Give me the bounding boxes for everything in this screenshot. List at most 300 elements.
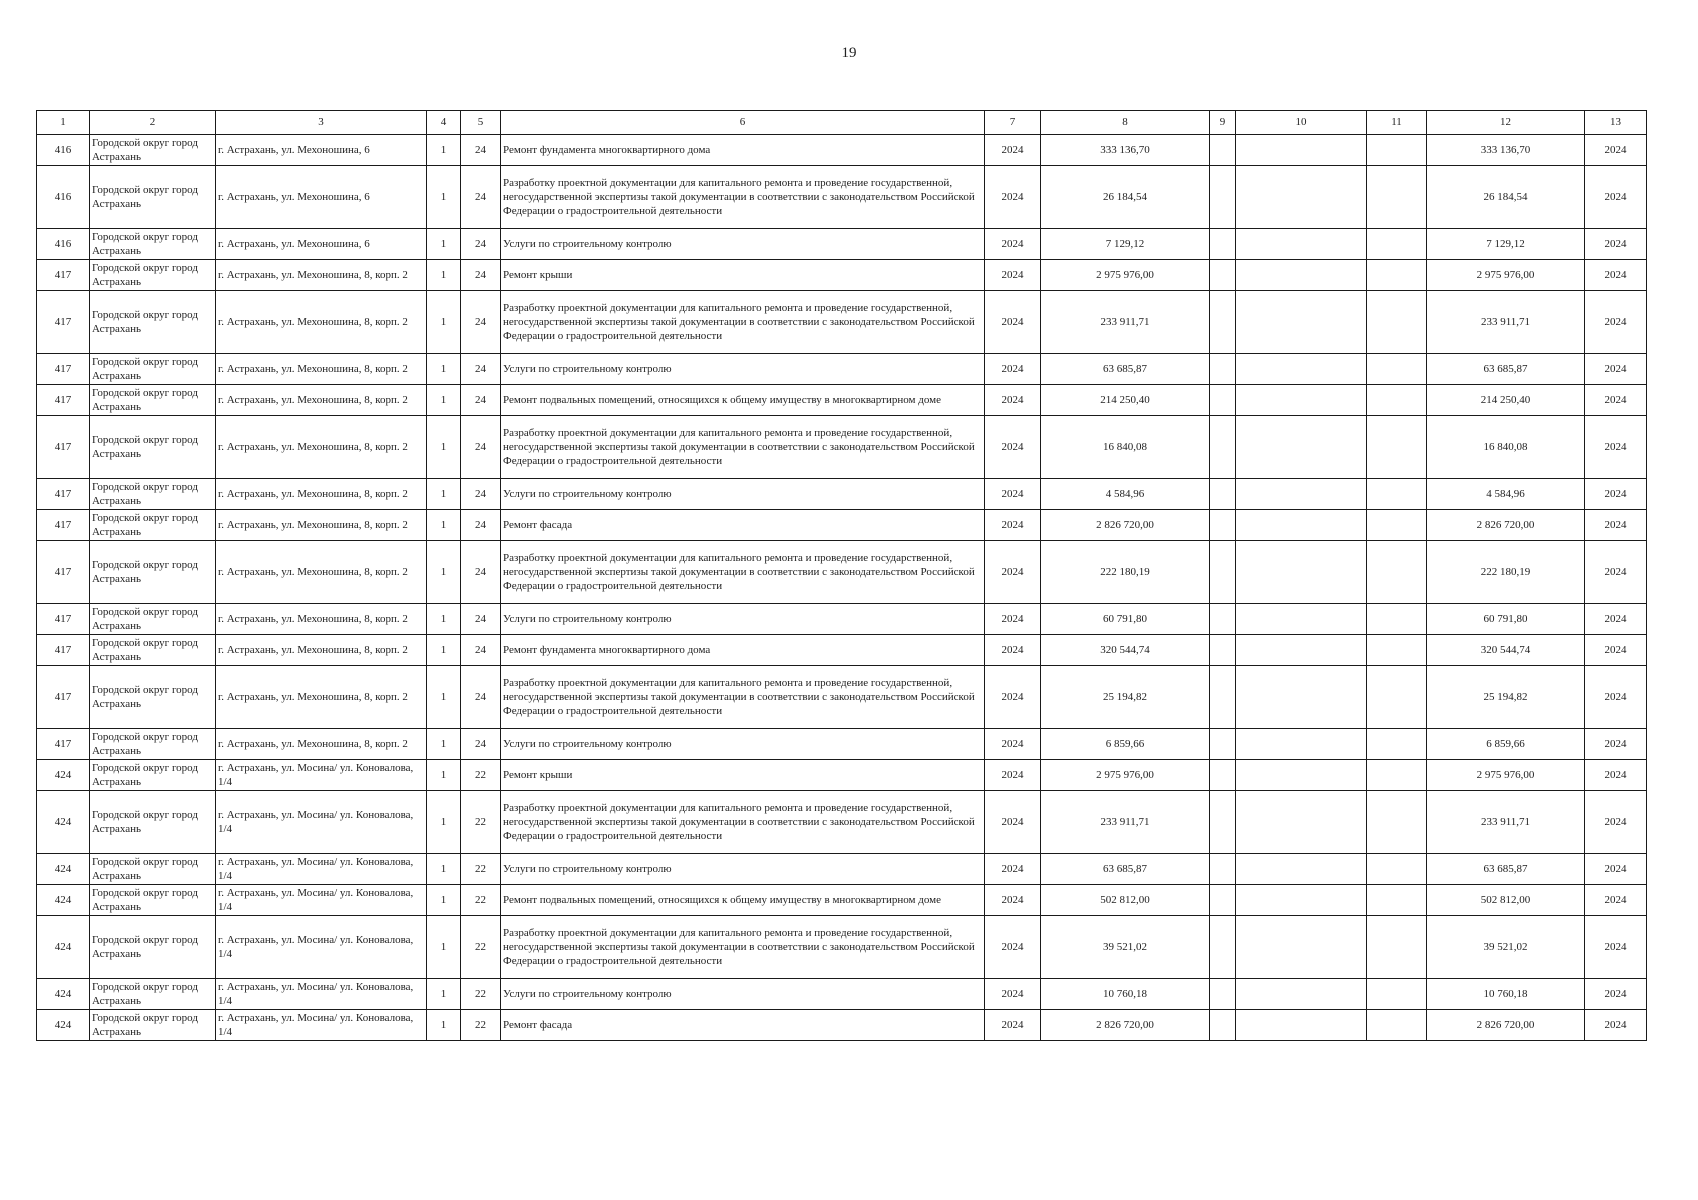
col-11-cell — [1367, 510, 1427, 541]
record-number-cell: 417 — [37, 416, 90, 479]
total-cost-cell: 60 791,80 — [1041, 604, 1210, 635]
address-cell: г. Астрахань, ул. Мосина/ ул. Коновалова, 1/4 — [216, 979, 427, 1010]
plan-year-cell: 2024 — [985, 385, 1041, 416]
col-10-cell — [1236, 385, 1367, 416]
col-9-cell — [1210, 791, 1236, 854]
fund-amount-cell: 2 975 976,00 — [1427, 760, 1585, 791]
work-type-cell: Разработку проектной документации для капитального ремонта и проведение государственной, негосударственной экспертизы такой документации в соответствии с законодательством Российской Федерации о градостроительной деятельности — [501, 666, 985, 729]
work-type-cell: Услуги по строительному контролю — [501, 229, 985, 260]
fund-amount-cell: 2 826 720,00 — [1427, 510, 1585, 541]
address-cell: г. Астрахань, ул. Мосина/ ул. Коновалова, 1/4 — [216, 854, 427, 885]
entrances-cell: 1 — [427, 916, 461, 979]
table-row — [37, 229, 1647, 260]
record-number-cell: 416 — [37, 135, 90, 166]
total-cost-cell: 233 911,71 — [1041, 791, 1210, 854]
municipality-cell: Городской округ город Астрахань — [90, 385, 216, 416]
col-10-cell — [1236, 541, 1367, 604]
record-number-cell: 424 — [37, 916, 90, 979]
table-row — [37, 291, 1647, 354]
record-number-cell: 417 — [37, 604, 90, 635]
entrances-cell: 1 — [427, 791, 461, 854]
col-11-cell — [1367, 604, 1427, 635]
col-10-cell — [1236, 354, 1367, 385]
col-9-cell — [1210, 260, 1236, 291]
municipality-cell: Городской округ город Астрахань — [90, 354, 216, 385]
plan-year-cell: 2024 — [985, 885, 1041, 916]
col-10-cell — [1236, 135, 1367, 166]
work-type-cell: Услуги по строительному контролю — [501, 354, 985, 385]
entrances-cell: 1 — [427, 729, 461, 760]
floors-cell: 24 — [461, 604, 501, 635]
col-11-cell — [1367, 291, 1427, 354]
plan-year-cell: 2024 — [985, 1010, 1041, 1041]
column-header: 3 — [216, 111, 427, 135]
record-number-cell: 417 — [37, 479, 90, 510]
floors-cell: 24 — [461, 354, 501, 385]
col-9-cell — [1210, 291, 1236, 354]
col-9-cell — [1210, 604, 1236, 635]
col-11-cell — [1367, 166, 1427, 229]
completion-year-cell: 2024 — [1585, 1010, 1647, 1041]
record-number-cell: 417 — [37, 666, 90, 729]
floors-cell: 22 — [461, 791, 501, 854]
total-cost-cell: 7 129,12 — [1041, 229, 1210, 260]
table-row — [37, 916, 1647, 979]
record-number-cell: 417 — [37, 291, 90, 354]
floors-cell: 24 — [461, 666, 501, 729]
total-cost-cell: 6 859,66 — [1041, 729, 1210, 760]
plan-year-cell: 2024 — [985, 416, 1041, 479]
page-number: 19 — [841, 45, 857, 61]
completion-year-cell: 2024 — [1585, 979, 1647, 1010]
col-11-cell — [1367, 666, 1427, 729]
col-9-cell — [1210, 760, 1236, 791]
table-row — [37, 666, 1647, 729]
work-type-cell: Услуги по строительному контролю — [501, 979, 985, 1010]
col-10-cell — [1236, 604, 1367, 635]
address-cell: г. Астрахань, ул. Мехоношина, 6 — [216, 166, 427, 229]
total-cost-cell: 39 521,02 — [1041, 916, 1210, 979]
col-9-cell — [1210, 479, 1236, 510]
record-number-cell: 424 — [37, 1010, 90, 1041]
col-9-cell — [1210, 666, 1236, 729]
fund-amount-cell: 333 136,70 — [1427, 135, 1585, 166]
record-number-cell: 417 — [37, 635, 90, 666]
fund-amount-cell: 222 180,19 — [1427, 541, 1585, 604]
plan-year-cell: 2024 — [985, 604, 1041, 635]
total-cost-cell: 25 194,82 — [1041, 666, 1210, 729]
work-type-cell: Разработку проектной документации для капитального ремонта и проведение государственной, негосударственной экспертизы такой документации в соответствии с законодательством Российской Федерации о градостроительной деятельности — [501, 791, 985, 854]
completion-year-cell: 2024 — [1585, 885, 1647, 916]
address-cell: г. Астрахань, ул. Мехоношина, 8, корп. 2 — [216, 635, 427, 666]
fund-amount-cell: 10 760,18 — [1427, 979, 1585, 1010]
col-10-cell — [1236, 416, 1367, 479]
fund-amount-cell: 60 791,80 — [1427, 604, 1585, 635]
work-type-cell: Ремонт фасада — [501, 1010, 985, 1041]
completion-year-cell: 2024 — [1585, 479, 1647, 510]
col-11-cell — [1367, 135, 1427, 166]
table-row — [37, 1010, 1647, 1041]
completion-year-cell: 2024 — [1585, 635, 1647, 666]
entrances-cell: 1 — [427, 854, 461, 885]
plan-year-cell: 2024 — [985, 635, 1041, 666]
plan-year-cell: 2024 — [985, 979, 1041, 1010]
table-row — [37, 479, 1647, 510]
record-number-cell: 424 — [37, 791, 90, 854]
table-row — [37, 760, 1647, 791]
completion-year-cell: 2024 — [1585, 604, 1647, 635]
column-header: 13 — [1585, 111, 1647, 135]
record-number-cell: 416 — [37, 166, 90, 229]
floors-cell: 24 — [461, 166, 501, 229]
table-row — [37, 541, 1647, 604]
entrances-cell: 1 — [427, 479, 461, 510]
work-type-cell: Ремонт фасада — [501, 510, 985, 541]
completion-year-cell: 2024 — [1585, 916, 1647, 979]
address-cell: г. Астрахань, ул. Мосина/ ул. Коновалова, 1/4 — [216, 1010, 427, 1041]
col-10-cell — [1236, 854, 1367, 885]
table-row — [37, 729, 1647, 760]
total-cost-cell: 10 760,18 — [1041, 979, 1210, 1010]
table-row — [37, 604, 1647, 635]
plan-year-cell: 2024 — [985, 854, 1041, 885]
work-type-cell: Разработку проектной документации для капитального ремонта и проведение государственной, негосударственной экспертизы такой документации в соответствии с законодательством Российской Федерации о градостроительной деятельности — [501, 416, 985, 479]
municipality-cell: Городской округ город Астрахань — [90, 135, 216, 166]
work-type-cell: Разработку проектной документации для капитального ремонта и проведение государственной, негосударственной экспертизы такой документации в соответствии с законодательством Российской Федерации о градостроительной деятельности — [501, 291, 985, 354]
total-cost-cell: 222 180,19 — [1041, 541, 1210, 604]
floors-cell: 24 — [461, 729, 501, 760]
fund-amount-cell: 6 859,66 — [1427, 729, 1585, 760]
floors-cell: 22 — [461, 1010, 501, 1041]
capital-repair-table — [36, 110, 1647, 1041]
fund-amount-cell: 7 129,12 — [1427, 229, 1585, 260]
column-header: 12 — [1427, 111, 1585, 135]
completion-year-cell: 2024 — [1585, 354, 1647, 385]
fund-amount-cell: 25 194,82 — [1427, 666, 1585, 729]
floors-cell: 24 — [461, 260, 501, 291]
floors-cell: 24 — [461, 416, 501, 479]
col-10-cell — [1236, 916, 1367, 979]
entrances-cell: 1 — [427, 604, 461, 635]
plan-year-cell: 2024 — [985, 541, 1041, 604]
column-header: 1 — [37, 111, 90, 135]
entrances-cell: 1 — [427, 541, 461, 604]
entrances-cell: 1 — [427, 666, 461, 729]
work-type-cell: Услуги по строительному контролю — [501, 729, 985, 760]
entrances-cell: 1 — [427, 635, 461, 666]
work-type-cell: Ремонт подвальных помещений, относящихся к общему имуществу в многоквартирном доме — [501, 385, 985, 416]
municipality-cell: Городской округ город Астрахань — [90, 510, 216, 541]
column-number-row — [37, 111, 1647, 135]
work-type-cell: Услуги по строительному контролю — [501, 604, 985, 635]
municipality-cell: Городской округ город Астрахань — [90, 791, 216, 854]
completion-year-cell: 2024 — [1585, 416, 1647, 479]
fund-amount-cell: 63 685,87 — [1427, 854, 1585, 885]
floors-cell: 22 — [461, 760, 501, 791]
work-type-cell: Ремонт фундамента многоквартирного дома — [501, 635, 985, 666]
record-number-cell: 424 — [37, 885, 90, 916]
work-type-cell: Услуги по строительному контролю — [501, 854, 985, 885]
table-row — [37, 385, 1647, 416]
col-10-cell — [1236, 979, 1367, 1010]
plan-year-cell: 2024 — [985, 729, 1041, 760]
col-10-cell — [1236, 729, 1367, 760]
fund-amount-cell: 233 911,71 — [1427, 791, 1585, 854]
total-cost-cell: 214 250,40 — [1041, 385, 1210, 416]
entrances-cell: 1 — [427, 229, 461, 260]
floors-cell: 24 — [461, 541, 501, 604]
entrances-cell: 1 — [427, 416, 461, 479]
col-11-cell — [1367, 479, 1427, 510]
col-9-cell — [1210, 416, 1236, 479]
work-type-cell: Ремонт подвальных помещений, относящихся к общему имуществу в многоквартирном доме — [501, 885, 985, 916]
fund-amount-cell: 320 544,74 — [1427, 635, 1585, 666]
fund-amount-cell: 2 975 976,00 — [1427, 260, 1585, 291]
address-cell: г. Астрахань, ул. Мехоношина, 8, корп. 2 — [216, 604, 427, 635]
fund-amount-cell: 2 826 720,00 — [1427, 1010, 1585, 1041]
entrances-cell: 1 — [427, 885, 461, 916]
completion-year-cell: 2024 — [1585, 791, 1647, 854]
work-type-cell: Разработку проектной документации для капитального ремонта и проведение государственной, негосударственной экспертизы такой документации в соответствии с законодательством Российской Федерации о градостроительной деятельности — [501, 166, 985, 229]
address-cell: г. Астрахань, ул. Мосина/ ул. Коновалова, 1/4 — [216, 760, 427, 791]
col-11-cell — [1367, 791, 1427, 854]
completion-year-cell: 2024 — [1585, 666, 1647, 729]
col-10-cell — [1236, 760, 1367, 791]
col-10-cell — [1236, 635, 1367, 666]
col-11-cell — [1367, 760, 1427, 791]
completion-year-cell: 2024 — [1585, 229, 1647, 260]
work-type-cell: Разработку проектной документации для капитального ремонта и проведение государственной, негосударственной экспертизы такой документации в соответствии с законодательством Российской Федерации о градостроительной деятельности — [501, 916, 985, 979]
record-number-cell: 417 — [37, 510, 90, 541]
floors-cell: 24 — [461, 635, 501, 666]
plan-year-cell: 2024 — [985, 135, 1041, 166]
table-row — [37, 854, 1647, 885]
municipality-cell: Городской округ город Астрахань — [90, 885, 216, 916]
col-10-cell — [1236, 885, 1367, 916]
col-11-cell — [1367, 729, 1427, 760]
municipality-cell: Городской округ город Астрахань — [90, 1010, 216, 1041]
municipality-cell: Городской округ город Астрахань — [90, 260, 216, 291]
table-row — [37, 885, 1647, 916]
total-cost-cell: 2 826 720,00 — [1041, 1010, 1210, 1041]
total-cost-cell: 233 911,71 — [1041, 291, 1210, 354]
total-cost-cell: 2 975 976,00 — [1041, 760, 1210, 791]
fund-amount-cell: 214 250,40 — [1427, 385, 1585, 416]
table-row — [37, 354, 1647, 385]
plan-year-cell: 2024 — [985, 229, 1041, 260]
total-cost-cell: 2 826 720,00 — [1041, 510, 1210, 541]
floors-cell: 22 — [461, 916, 501, 979]
total-cost-cell: 320 544,74 — [1041, 635, 1210, 666]
table-row — [37, 135, 1647, 166]
completion-year-cell: 2024 — [1585, 760, 1647, 791]
col-9-cell — [1210, 135, 1236, 166]
entrances-cell: 1 — [427, 979, 461, 1010]
total-cost-cell: 16 840,08 — [1041, 416, 1210, 479]
municipality-cell: Городской округ город Астрахань — [90, 916, 216, 979]
table-row — [37, 166, 1647, 229]
completion-year-cell: 2024 — [1585, 854, 1647, 885]
address-cell: г. Астрахань, ул. Мехоношина, 8, корп. 2 — [216, 354, 427, 385]
col-9-cell — [1210, 510, 1236, 541]
entrances-cell: 1 — [427, 510, 461, 541]
address-cell: г. Астрахань, ул. Мехоношина, 8, корп. 2 — [216, 260, 427, 291]
record-number-cell: 417 — [37, 354, 90, 385]
floors-cell: 24 — [461, 510, 501, 541]
record-number-cell: 424 — [37, 979, 90, 1010]
col-11-cell — [1367, 635, 1427, 666]
col-9-cell — [1210, 979, 1236, 1010]
completion-year-cell: 2024 — [1585, 135, 1647, 166]
col-11-cell — [1367, 541, 1427, 604]
floors-cell: 24 — [461, 291, 501, 354]
table-row — [37, 260, 1647, 291]
municipality-cell: Городской округ город Астрахань — [90, 416, 216, 479]
address-cell: г. Астрахань, ул. Мехоношина, 8, корп. 2 — [216, 385, 427, 416]
table-row — [37, 510, 1647, 541]
completion-year-cell: 2024 — [1585, 729, 1647, 760]
col-10-cell — [1236, 166, 1367, 229]
col-9-cell — [1210, 916, 1236, 979]
work-type-cell: Ремонт крыши — [501, 760, 985, 791]
col-11-cell — [1367, 416, 1427, 479]
municipality-cell: Городской округ город Астрахань — [90, 479, 216, 510]
record-number-cell: 416 — [37, 229, 90, 260]
entrances-cell: 1 — [427, 760, 461, 791]
municipality-cell: Городской округ город Астрахань — [90, 166, 216, 229]
municipality-cell: Городской округ город Астрахань — [90, 291, 216, 354]
floors-cell: 22 — [461, 979, 501, 1010]
floors-cell: 24 — [461, 479, 501, 510]
column-header: 2 — [90, 111, 216, 135]
column-header: 8 — [1041, 111, 1210, 135]
address-cell: г. Астрахань, ул. Мосина/ ул. Коновалова, 1/4 — [216, 885, 427, 916]
col-10-cell — [1236, 260, 1367, 291]
address-cell: г. Астрахань, ул. Мехоношина, 6 — [216, 135, 427, 166]
col-11-cell — [1367, 385, 1427, 416]
work-type-cell: Ремонт фундамента многоквартирного дома — [501, 135, 985, 166]
floors-cell: 22 — [461, 885, 501, 916]
table-row — [37, 416, 1647, 479]
entrances-cell: 1 — [427, 260, 461, 291]
table-row — [37, 635, 1647, 666]
col-9-cell — [1210, 354, 1236, 385]
total-cost-cell: 2 975 976,00 — [1041, 260, 1210, 291]
fund-amount-cell: 26 184,54 — [1427, 166, 1585, 229]
col-11-cell — [1367, 885, 1427, 916]
entrances-cell: 1 — [427, 1010, 461, 1041]
col-11-cell — [1367, 979, 1427, 1010]
fund-amount-cell: 39 521,02 — [1427, 916, 1585, 979]
completion-year-cell: 2024 — [1585, 510, 1647, 541]
plan-year-cell: 2024 — [985, 354, 1041, 385]
municipality-cell: Городской округ город Астрахань — [90, 635, 216, 666]
col-10-cell — [1236, 479, 1367, 510]
completion-year-cell: 2024 — [1585, 385, 1647, 416]
col-9-cell — [1210, 229, 1236, 260]
plan-year-cell: 2024 — [985, 260, 1041, 291]
fund-amount-cell: 502 812,00 — [1427, 885, 1585, 916]
plan-year-cell: 2024 — [985, 479, 1041, 510]
col-10-cell — [1236, 1010, 1367, 1041]
plan-year-cell: 2024 — [985, 510, 1041, 541]
col-9-cell — [1210, 885, 1236, 916]
plan-year-cell: 2024 — [985, 916, 1041, 979]
col-11-cell — [1367, 854, 1427, 885]
col-9-cell — [1210, 729, 1236, 760]
entrances-cell: 1 — [427, 166, 461, 229]
completion-year-cell: 2024 — [1585, 166, 1647, 229]
floors-cell: 24 — [461, 229, 501, 260]
address-cell: г. Астрахань, ул. Мосина/ ул. Коновалова, 1/4 — [216, 791, 427, 854]
work-type-cell: Услуги по строительному контролю — [501, 479, 985, 510]
column-header: 11 — [1367, 111, 1427, 135]
municipality-cell: Городской округ город Астрахань — [90, 666, 216, 729]
address-cell: г. Астрахань, ул. Мехоношина, 8, корп. 2 — [216, 291, 427, 354]
fund-amount-cell: 16 840,08 — [1427, 416, 1585, 479]
fund-amount-cell: 4 584,96 — [1427, 479, 1585, 510]
municipality-cell: Городской округ город Астрахань — [90, 854, 216, 885]
address-cell: г. Астрахань, ул. Мехоношина, 8, корп. 2 — [216, 666, 427, 729]
address-cell: г. Астрахань, ул. Мехоношина, 8, корп. 2 — [216, 510, 427, 541]
fund-amount-cell: 233 911,71 — [1427, 291, 1585, 354]
column-header: 4 — [427, 111, 461, 135]
total-cost-cell: 63 685,87 — [1041, 854, 1210, 885]
col-9-cell — [1210, 1010, 1236, 1041]
col-11-cell — [1367, 229, 1427, 260]
total-cost-cell: 63 685,87 — [1041, 354, 1210, 385]
completion-year-cell: 2024 — [1585, 260, 1647, 291]
record-number-cell: 424 — [37, 854, 90, 885]
entrances-cell: 1 — [427, 354, 461, 385]
municipality-cell: Городской округ город Астрахань — [90, 229, 216, 260]
record-number-cell: 417 — [37, 260, 90, 291]
floors-cell: 24 — [461, 385, 501, 416]
record-number-cell: 424 — [37, 760, 90, 791]
total-cost-cell: 502 812,00 — [1041, 885, 1210, 916]
col-10-cell — [1236, 229, 1367, 260]
plan-year-cell: 2024 — [985, 291, 1041, 354]
col-9-cell — [1210, 166, 1236, 229]
municipality-cell: Городской округ город Астрахань — [90, 604, 216, 635]
completion-year-cell: 2024 — [1585, 291, 1647, 354]
address-cell: г. Астрахань, ул. Мехоношина, 8, корп. 2 — [216, 479, 427, 510]
address-cell: г. Астрахань, ул. Мехоношина, 6 — [216, 229, 427, 260]
col-9-cell — [1210, 541, 1236, 604]
address-cell: г. Астрахань, ул. Мехоношина, 8, корп. 2 — [216, 541, 427, 604]
table-row — [37, 791, 1647, 854]
record-number-cell: 417 — [37, 385, 90, 416]
work-type-cell: Ремонт крыши — [501, 260, 985, 291]
floors-cell: 22 — [461, 854, 501, 885]
address-cell: г. Астрахань, ул. Мосина/ ул. Коновалова, 1/4 — [216, 916, 427, 979]
entrances-cell: 1 — [427, 291, 461, 354]
plan-year-cell: 2024 — [985, 166, 1041, 229]
address-cell: г. Астрахань, ул. Мехоношина, 8, корп. 2 — [216, 416, 427, 479]
total-cost-cell: 4 584,96 — [1041, 479, 1210, 510]
plan-year-cell: 2024 — [985, 760, 1041, 791]
col-10-cell — [1236, 510, 1367, 541]
col-11-cell — [1367, 260, 1427, 291]
col-10-cell — [1236, 791, 1367, 854]
table-row — [37, 979, 1647, 1010]
col-9-cell — [1210, 385, 1236, 416]
address-cell: г. Астрахань, ул. Мехоношина, 8, корп. 2 — [216, 729, 427, 760]
municipality-cell: Городской округ город Астрахань — [90, 729, 216, 760]
col-11-cell — [1367, 354, 1427, 385]
plan-year-cell: 2024 — [985, 666, 1041, 729]
municipality-cell: Городской округ город Астрахань — [90, 760, 216, 791]
